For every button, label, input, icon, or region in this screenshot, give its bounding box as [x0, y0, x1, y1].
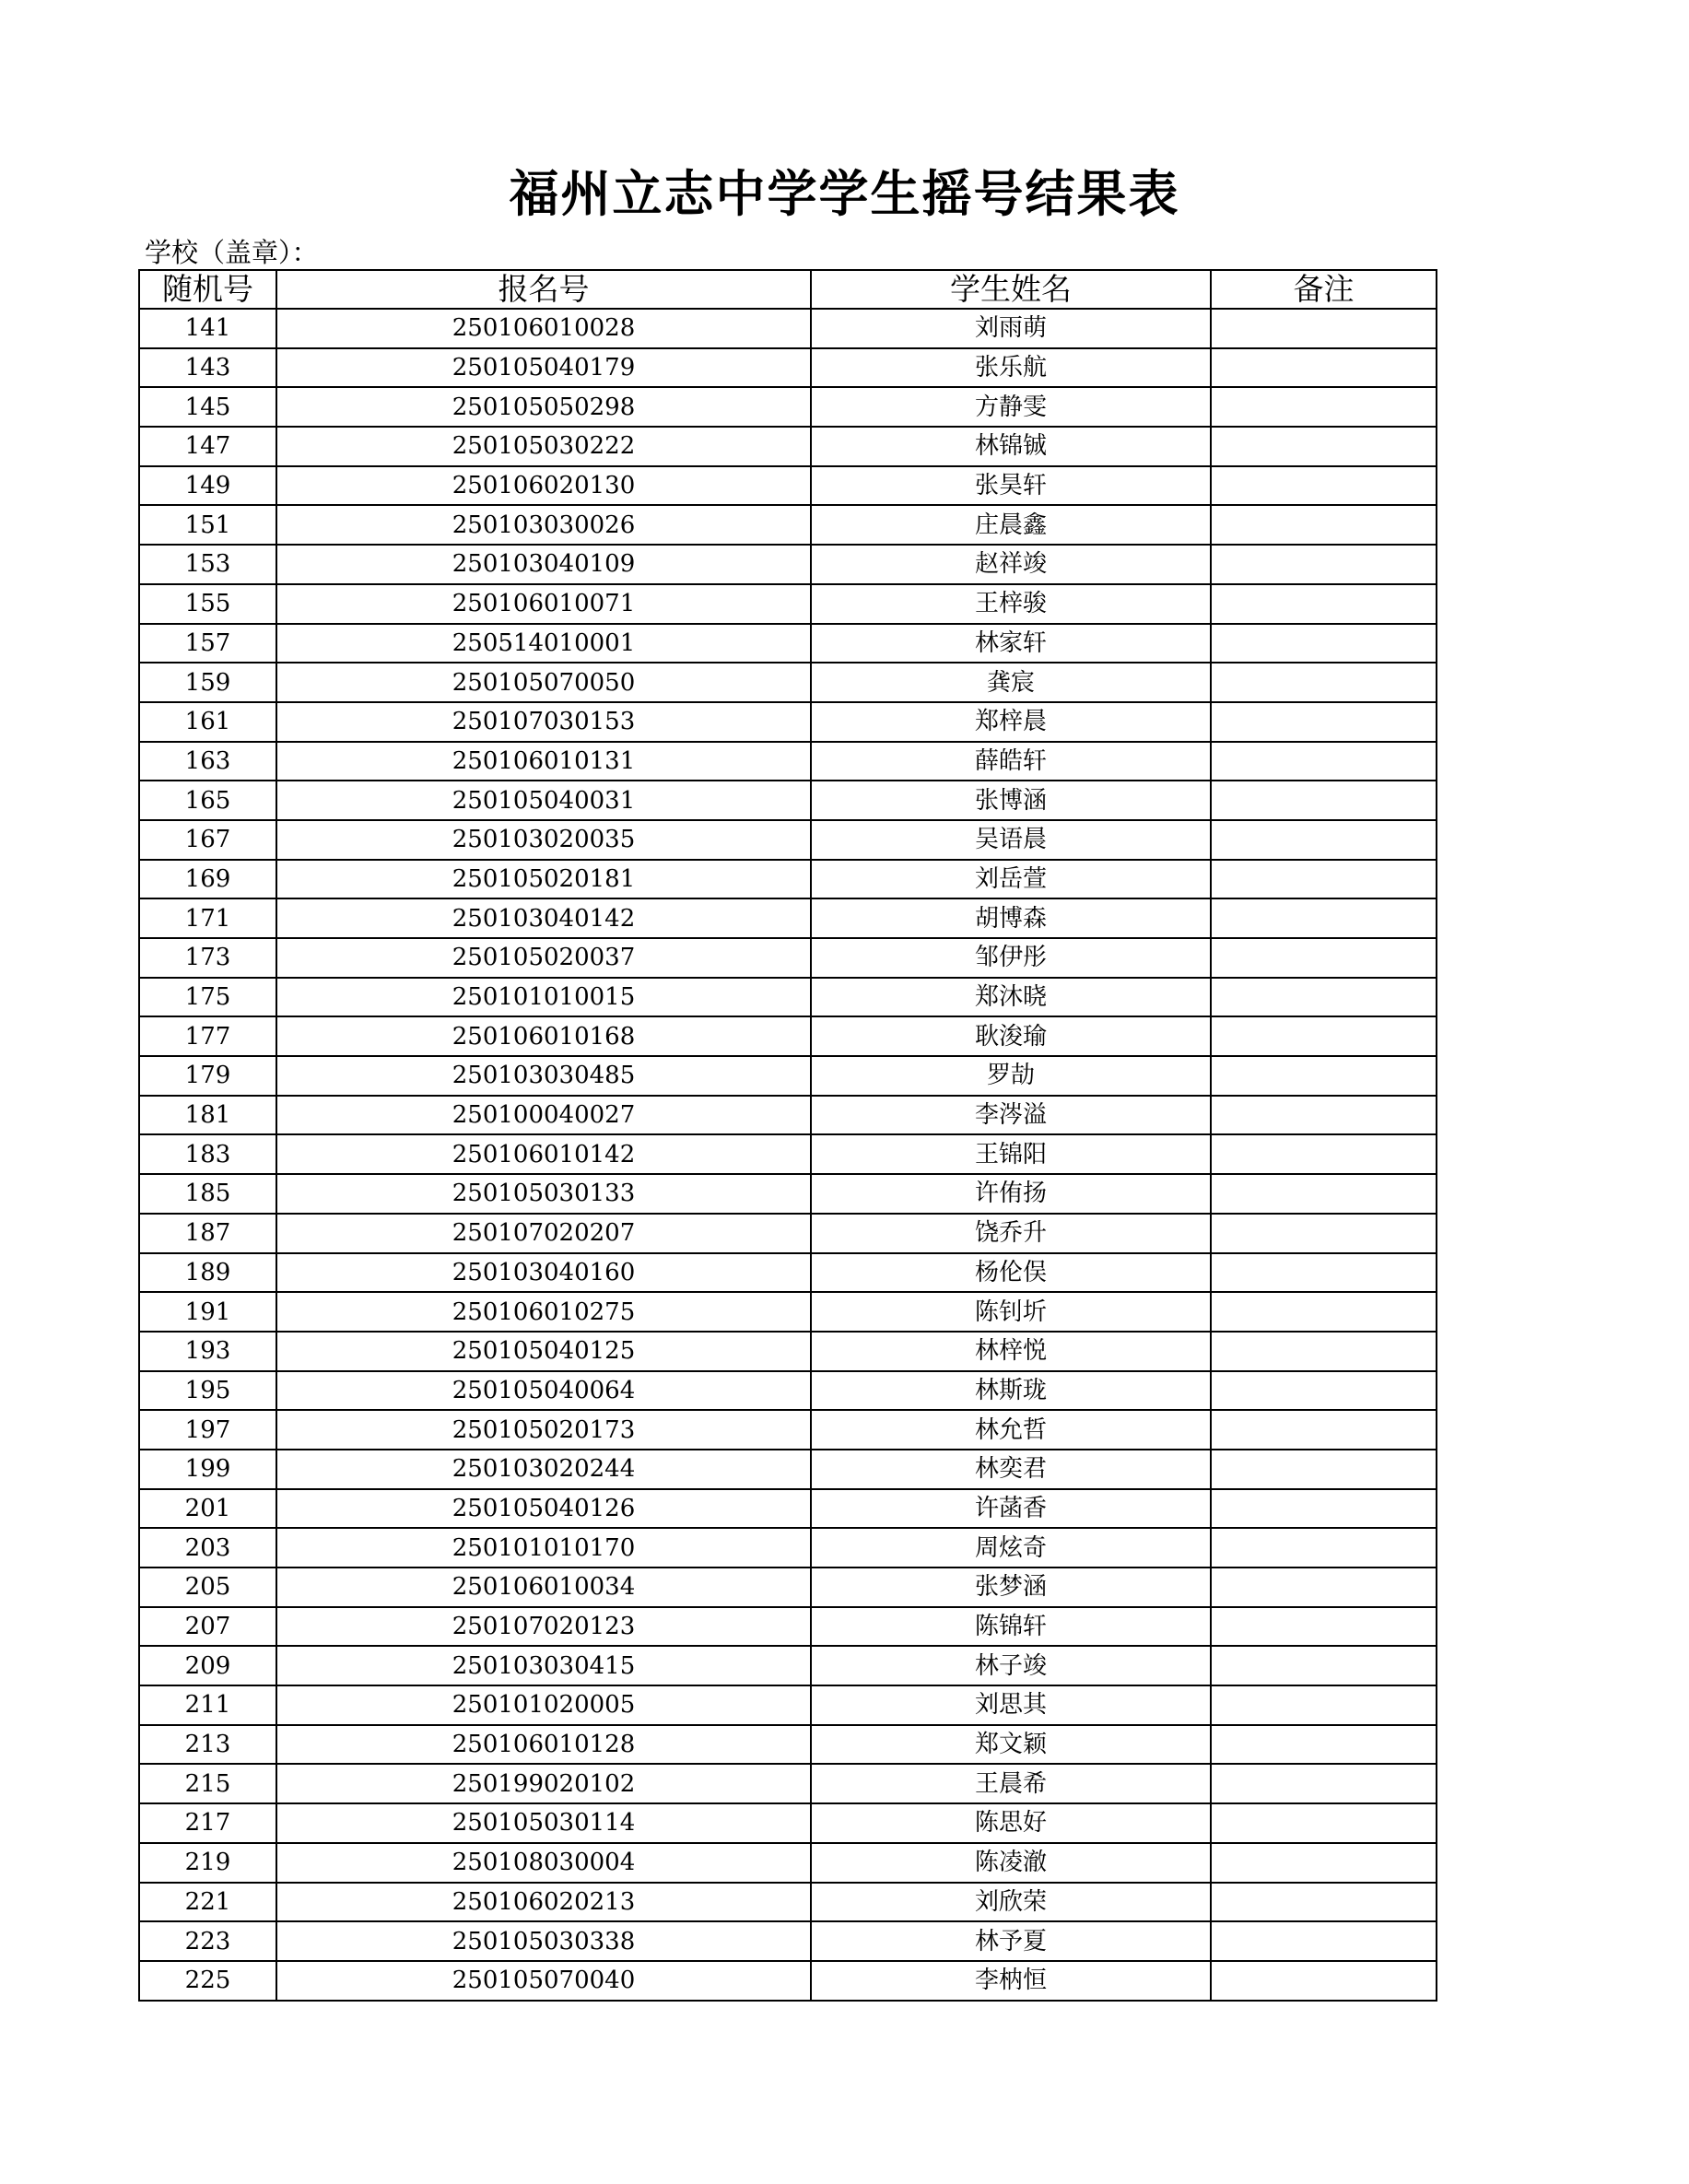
student-name-cell: 王锦阳 [811, 1134, 1211, 1174]
student-name-cell: 许侑扬 [811, 1174, 1211, 1214]
student-name-cell: 赵祥竣 [811, 545, 1211, 584]
registration-number-cell: 250103020035 [276, 820, 811, 860]
remarks-cell [1211, 1332, 1437, 1371]
student-name-cell: 张博涵 [811, 781, 1211, 820]
header-student-name: 学生姓名 [811, 270, 1211, 309]
registration-number-cell: 250199020102 [276, 1764, 811, 1803]
table-row [139, 1685, 1437, 1725]
student-name-cell: 陈钊圻 [811, 1292, 1211, 1332]
registration-number-cell: 250105040125 [276, 1332, 811, 1371]
table-row [139, 1725, 1437, 1765]
table-row [139, 938, 1437, 978]
random-number-cell: 197 [139, 1410, 276, 1450]
registration-number-cell: 250103040142 [276, 898, 811, 938]
student-name-cell: 庄晨鑫 [811, 505, 1211, 545]
remarks-cell [1211, 820, 1437, 860]
table-row [139, 1568, 1437, 1607]
remarks-cell [1211, 938, 1437, 978]
registration-number-cell: 250107030153 [276, 702, 811, 742]
random-number-cell: 177 [139, 1016, 276, 1056]
registration-number-cell: 250108030004 [276, 1843, 811, 1883]
registration-number-cell: 250106010131 [276, 742, 811, 781]
table-row [139, 702, 1437, 742]
table-row [139, 348, 1437, 388]
table-row [139, 978, 1437, 1017]
remarks-cell [1211, 1961, 1437, 2001]
table-row [139, 1764, 1437, 1803]
student-name-cell: 林奕君 [811, 1450, 1211, 1489]
random-number-cell: 153 [139, 545, 276, 584]
random-number-cell: 143 [139, 348, 276, 388]
random-number-cell: 175 [139, 978, 276, 1017]
student-name-cell: 林斯珑 [811, 1371, 1211, 1411]
student-name-cell: 薛皓轩 [811, 742, 1211, 781]
remarks-cell [1211, 898, 1437, 938]
registration-number-cell: 250106010034 [276, 1568, 811, 1607]
registration-number-cell: 250107020123 [276, 1607, 811, 1647]
table-row [139, 505, 1437, 545]
registration-number-cell: 250514010001 [276, 624, 811, 663]
student-name-cell: 林锦铖 [811, 427, 1211, 466]
random-number-cell: 189 [139, 1253, 276, 1293]
student-name-cell: 林梓悦 [811, 1332, 1211, 1371]
student-name-cell: 罗劼 [811, 1056, 1211, 1096]
remarks-cell [1211, 1253, 1437, 1293]
remarks-cell [1211, 1371, 1437, 1411]
registration-number-cell: 250105070050 [276, 663, 811, 702]
random-number-cell: 213 [139, 1725, 276, 1765]
registration-number-cell: 250105030338 [276, 1921, 811, 1961]
header-remarks: 备注 [1211, 270, 1437, 309]
registration-number-cell: 250101010170 [276, 1528, 811, 1568]
remarks-cell [1211, 1725, 1437, 1765]
table-row [139, 1803, 1437, 1843]
table-row [139, 1174, 1437, 1214]
student-name-cell: 吴语晨 [811, 820, 1211, 860]
registration-number-cell: 250105020181 [276, 860, 811, 899]
student-name-cell: 耿浚瑜 [811, 1016, 1211, 1056]
student-name-cell: 龚宸 [811, 663, 1211, 702]
registration-number-cell: 250105020173 [276, 1410, 811, 1450]
student-name-cell: 刘雨萌 [811, 309, 1211, 348]
remarks-cell [1211, 1646, 1437, 1685]
remarks-cell [1211, 348, 1437, 388]
random-number-cell: 203 [139, 1528, 276, 1568]
table-row [139, 1410, 1437, 1450]
table-row [139, 820, 1437, 860]
table-row [139, 1646, 1437, 1685]
table-row [139, 860, 1437, 899]
registration-number-cell: 250103030415 [276, 1646, 811, 1685]
random-number-cell: 209 [139, 1646, 276, 1685]
remarks-cell [1211, 1096, 1437, 1135]
student-name-cell: 陈凌澈 [811, 1843, 1211, 1883]
remarks-cell [1211, 1764, 1437, 1803]
table-header-row [139, 270, 1437, 309]
table-row [139, 1528, 1437, 1568]
registration-number-cell: 250103040109 [276, 545, 811, 584]
remarks-cell [1211, 742, 1437, 781]
remarks-cell [1211, 1134, 1437, 1174]
student-name-cell: 张昊轩 [811, 466, 1211, 506]
random-number-cell: 185 [139, 1174, 276, 1214]
remarks-cell [1211, 860, 1437, 899]
registration-number-cell: 250105040179 [276, 348, 811, 388]
random-number-cell: 223 [139, 1921, 276, 1961]
remarks-cell [1211, 1843, 1437, 1883]
random-number-cell: 207 [139, 1607, 276, 1647]
random-number-cell: 169 [139, 860, 276, 899]
random-number-cell: 191 [139, 1292, 276, 1332]
table-row [139, 1253, 1437, 1293]
student-name-cell: 张乐航 [811, 348, 1211, 388]
table-row [139, 1371, 1437, 1411]
table-row [139, 624, 1437, 663]
table-row [139, 1292, 1437, 1332]
remarks-cell [1211, 702, 1437, 742]
random-number-cell: 151 [139, 505, 276, 545]
table-row [139, 1134, 1437, 1174]
remarks-cell [1211, 1214, 1437, 1253]
student-name-cell: 刘岳萱 [811, 860, 1211, 899]
registration-number-cell: 250101020005 [276, 1685, 811, 1725]
student-name-cell: 邹伊彤 [811, 938, 1211, 978]
remarks-cell [1211, 1489, 1437, 1529]
student-name-cell: 许菡香 [811, 1489, 1211, 1529]
student-name-cell: 李涔溢 [811, 1096, 1211, 1135]
remarks-cell [1211, 1450, 1437, 1489]
results-table-body [139, 309, 1437, 2001]
student-name-cell: 陈思好 [811, 1803, 1211, 1843]
student-name-cell: 郑沐晓 [811, 978, 1211, 1017]
random-number-cell: 215 [139, 1764, 276, 1803]
student-name-cell: 王梓骏 [811, 584, 1211, 624]
random-number-cell: 149 [139, 466, 276, 506]
table-row [139, 1214, 1437, 1253]
student-name-cell: 刘思其 [811, 1685, 1211, 1725]
registration-number-cell: 250105040064 [276, 1371, 811, 1411]
remarks-cell [1211, 1056, 1437, 1096]
remarks-cell [1211, 1410, 1437, 1450]
registration-number-cell: 250105030222 [276, 427, 811, 466]
student-name-cell: 杨伦俣 [811, 1253, 1211, 1293]
remarks-cell [1211, 1568, 1437, 1607]
registration-number-cell: 250105040031 [276, 781, 811, 820]
registration-number-cell: 250105050298 [276, 387, 811, 427]
random-number-cell: 221 [139, 1883, 276, 1922]
student-name-cell: 张梦涵 [811, 1568, 1211, 1607]
random-number-cell: 187 [139, 1214, 276, 1253]
registration-number-cell: 250103030026 [276, 505, 811, 545]
random-number-cell: 161 [139, 702, 276, 742]
remarks-cell [1211, 1921, 1437, 1961]
student-name-cell: 林子竣 [811, 1646, 1211, 1685]
remarks-cell [1211, 624, 1437, 663]
random-number-cell: 155 [139, 584, 276, 624]
random-number-cell: 167 [139, 820, 276, 860]
remarks-cell [1211, 387, 1437, 427]
student-name-cell: 胡博森 [811, 898, 1211, 938]
registration-number-cell: 250107020207 [276, 1214, 811, 1253]
student-name-cell: 王晨希 [811, 1764, 1211, 1803]
results-table [138, 269, 1437, 2002]
remarks-cell [1211, 663, 1437, 702]
registration-number-cell: 250106010168 [276, 1016, 811, 1056]
remarks-cell [1211, 1607, 1437, 1647]
table-row [139, 898, 1437, 938]
table-row [139, 1883, 1437, 1922]
student-name-cell: 刘欣荣 [811, 1883, 1211, 1922]
registration-number-cell: 250103040160 [276, 1253, 811, 1293]
student-name-cell: 李枘恒 [811, 1961, 1211, 2001]
table-row [139, 545, 1437, 584]
student-name-cell: 林家轩 [811, 624, 1211, 663]
registration-number-cell: 250106020213 [276, 1883, 811, 1922]
remarks-cell [1211, 1685, 1437, 1725]
random-number-cell: 205 [139, 1568, 276, 1607]
registration-number-cell: 250105030133 [276, 1174, 811, 1214]
random-number-cell: 145 [139, 387, 276, 427]
remarks-cell [1211, 978, 1437, 1017]
random-number-cell: 157 [139, 624, 276, 663]
table-row [139, 1921, 1437, 1961]
registration-number-cell: 250100040027 [276, 1096, 811, 1135]
registration-number-cell: 250106010275 [276, 1292, 811, 1332]
random-number-cell: 147 [139, 427, 276, 466]
registration-number-cell: 250105030114 [276, 1803, 811, 1843]
student-name-cell: 方静雯 [811, 387, 1211, 427]
remarks-cell [1211, 1174, 1437, 1214]
table-row [139, 309, 1437, 348]
remarks-cell [1211, 545, 1437, 584]
registration-number-cell: 250105020037 [276, 938, 811, 978]
registration-number-cell: 250106010028 [276, 309, 811, 348]
table-row [139, 387, 1437, 427]
table-row [139, 742, 1437, 781]
random-number-cell: 173 [139, 938, 276, 978]
random-number-cell: 165 [139, 781, 276, 820]
remarks-cell [1211, 466, 1437, 506]
school-seal-label: 学校（盖章）： [145, 237, 319, 268]
table-row [139, 1332, 1437, 1371]
random-number-cell: 193 [139, 1332, 276, 1371]
remarks-cell [1211, 1528, 1437, 1568]
random-number-cell: 199 [139, 1450, 276, 1489]
registration-number-cell: 250106020130 [276, 466, 811, 506]
remarks-cell [1211, 1292, 1437, 1332]
registration-number-cell: 250105070040 [276, 1961, 811, 2001]
random-number-cell: 179 [139, 1056, 276, 1096]
header-registration-number: 报名号 [276, 270, 811, 309]
registration-number-cell: 250105040126 [276, 1489, 811, 1529]
student-name-cell: 林予夏 [811, 1921, 1211, 1961]
random-number-cell: 183 [139, 1134, 276, 1174]
table-row [139, 1489, 1437, 1529]
student-name-cell: 林允哲 [811, 1410, 1211, 1450]
table-row [139, 1056, 1437, 1096]
table-row [139, 1843, 1437, 1883]
random-number-cell: 159 [139, 663, 276, 702]
table-row [139, 584, 1437, 624]
student-name-cell: 郑文颖 [811, 1725, 1211, 1765]
registration-number-cell: 250101010015 [276, 978, 811, 1017]
registration-number-cell: 250103020244 [276, 1450, 811, 1489]
header-random-number: 随机号 [139, 270, 276, 309]
remarks-cell [1211, 781, 1437, 820]
table-row [139, 1016, 1437, 1056]
student-name-cell: 饶乔升 [811, 1214, 1211, 1253]
student-name-cell: 郑梓晨 [811, 702, 1211, 742]
table-row [139, 1096, 1437, 1135]
table-row [139, 663, 1437, 702]
random-number-cell: 219 [139, 1843, 276, 1883]
remarks-cell [1211, 1803, 1437, 1843]
table-row [139, 427, 1437, 466]
random-number-cell: 201 [139, 1489, 276, 1529]
page-title: 福州立志中学学生摇号结果表 [509, 164, 1180, 223]
registration-number-cell: 250106010071 [276, 584, 811, 624]
registration-number-cell: 250106010128 [276, 1725, 811, 1765]
registration-number-cell: 250103030485 [276, 1056, 811, 1096]
student-name-cell: 陈锦轩 [811, 1607, 1211, 1647]
remarks-cell [1211, 584, 1437, 624]
student-name-cell: 周炫奇 [811, 1528, 1211, 1568]
table-row [139, 1450, 1437, 1489]
remarks-cell [1211, 427, 1437, 466]
random-number-cell: 163 [139, 742, 276, 781]
random-number-cell: 195 [139, 1371, 276, 1411]
table-row [139, 1961, 1437, 2001]
registration-number-cell: 250106010142 [276, 1134, 811, 1174]
random-number-cell: 225 [139, 1961, 276, 2001]
table-row [139, 1607, 1437, 1647]
random-number-cell: 211 [139, 1685, 276, 1725]
random-number-cell: 171 [139, 898, 276, 938]
remarks-cell [1211, 309, 1437, 348]
random-number-cell: 181 [139, 1096, 276, 1135]
table-row [139, 466, 1437, 506]
remarks-cell [1211, 505, 1437, 545]
remarks-cell [1211, 1883, 1437, 1922]
random-number-cell: 217 [139, 1803, 276, 1843]
random-number-cell: 141 [139, 309, 276, 348]
table-row [139, 781, 1437, 820]
remarks-cell [1211, 1016, 1437, 1056]
